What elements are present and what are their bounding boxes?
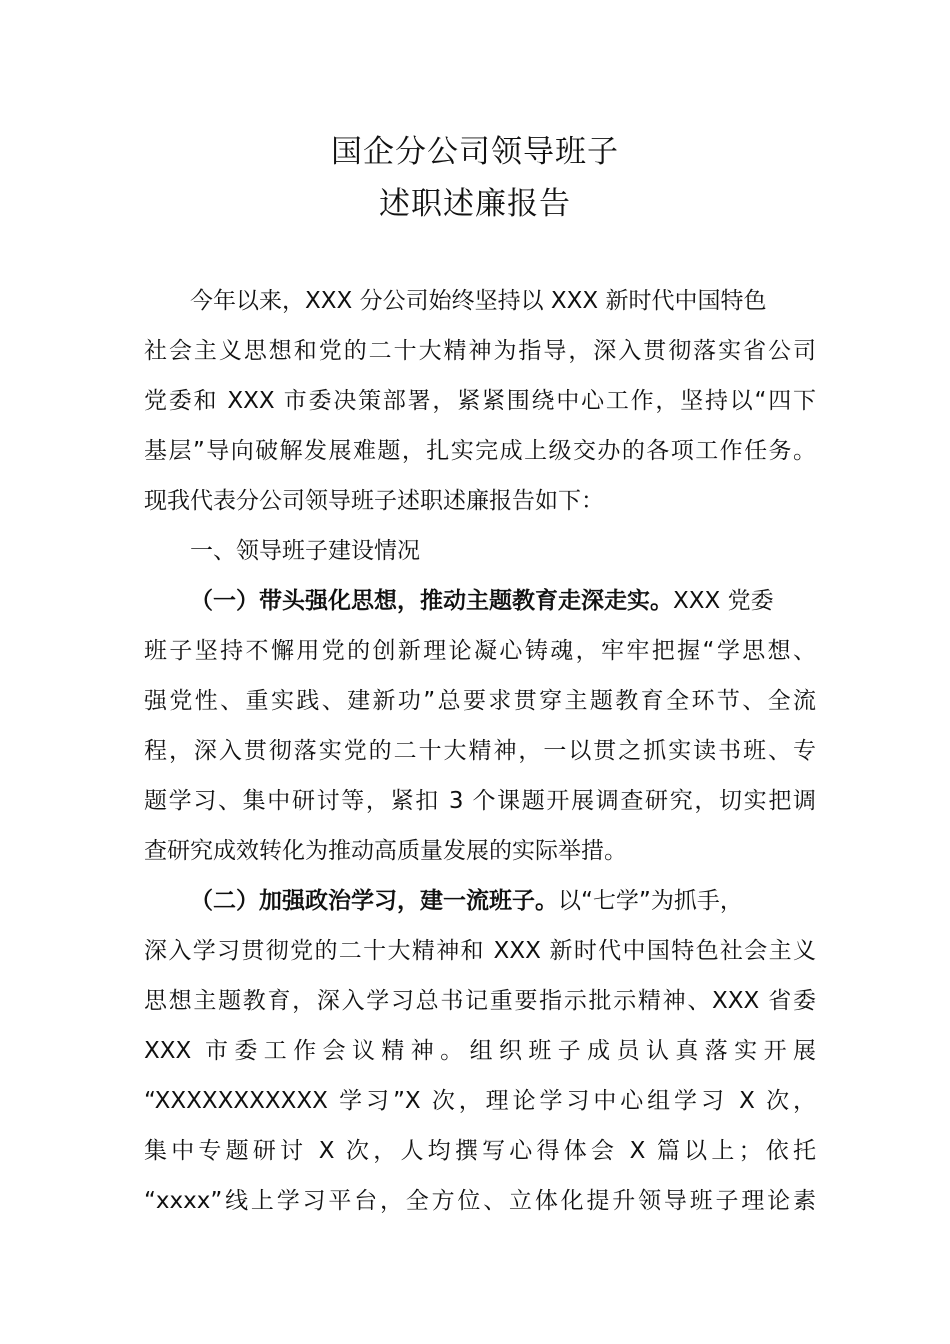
subsection-2-heading: （二）加强政治学习，建一流班子。 <box>190 888 558 914</box>
subsection-2-first-text: 以“七学”为抓手， <box>558 888 743 914</box>
paragraph-line: “xxxx”线上学习平台，全方位、立体化提升领导班子理论素 <box>144 1188 816 1214</box>
paragraph-line: 查研究成效转化为推动高质量发展的实际举措。 <box>144 838 627 864</box>
paragraph-line: 基层”导向破解发展难题，扎实完成上级交办的各项工作任务。 <box>144 438 816 464</box>
subsection-1-first-line <box>190 576 816 626</box>
paragraph-line: 思想主题教育，深入学习总书记重要指示批示精神、XXX 省委 <box>144 988 816 1014</box>
paragraph-line: 程，深入贯彻落实党的二十大精神，一以贯之抓实读书班、专 <box>144 738 816 764</box>
subsection-2-first-line <box>190 876 816 926</box>
paragraph-line: 社会主义思想和党的二十大精神为指导，深入贯彻落实省公司 <box>144 338 816 364</box>
document-title-line-1: 国企分公司领导班子 <box>331 134 619 170</box>
paragraph-line: 集中专题研讨 X 次，人均撰写心得体会 X 篇以上；依托 <box>144 1138 816 1164</box>
paragraph-line: “XXXXXXXXXXX 学习”X 次，理论学习中心组学习 X 次， <box>144 1088 816 1114</box>
paragraph-line: 现我代表分公司领导班子述职述廉报告如下： <box>144 488 604 514</box>
paragraph-line: 今年以来，XXX 分公司始终坚持以 XXX 新时代中国特色 <box>190 288 767 314</box>
paragraph-line: 班子坚持不懈用党的创新理论凝心铸魂，牢牢把握“学思想、 <box>144 638 816 664</box>
paragraph-line: 党委和 XXX 市委决策部署，紧紧围绕中心工作，坚持以“四下 <box>144 388 816 414</box>
subsection-1-first-text: XXX 党委 <box>673 588 774 614</box>
paragraph-line: 强党性、重实践、建新功”总要求贯穿主题教育全环节、全流 <box>144 688 816 714</box>
paragraph-line: 深入学习贯彻党的二十大精神和 XXX 新时代中国特色社会主义 <box>144 938 816 964</box>
paragraph-line: 题学习、集中研讨等，紧扣 3 个课题开展调查研究，切实把调 <box>144 788 816 814</box>
document-title-line-2: 述职述廉报告 <box>379 186 571 222</box>
section-heading: 一、领导班子建设情况 <box>190 538 420 564</box>
paragraph-line: XXX 市委工作会议精神。组织班子成员认真落实开展 <box>144 1038 816 1064</box>
subsection-1-heading: （一）带头强化思想，推动主题教育走深走实。 <box>190 588 673 614</box>
